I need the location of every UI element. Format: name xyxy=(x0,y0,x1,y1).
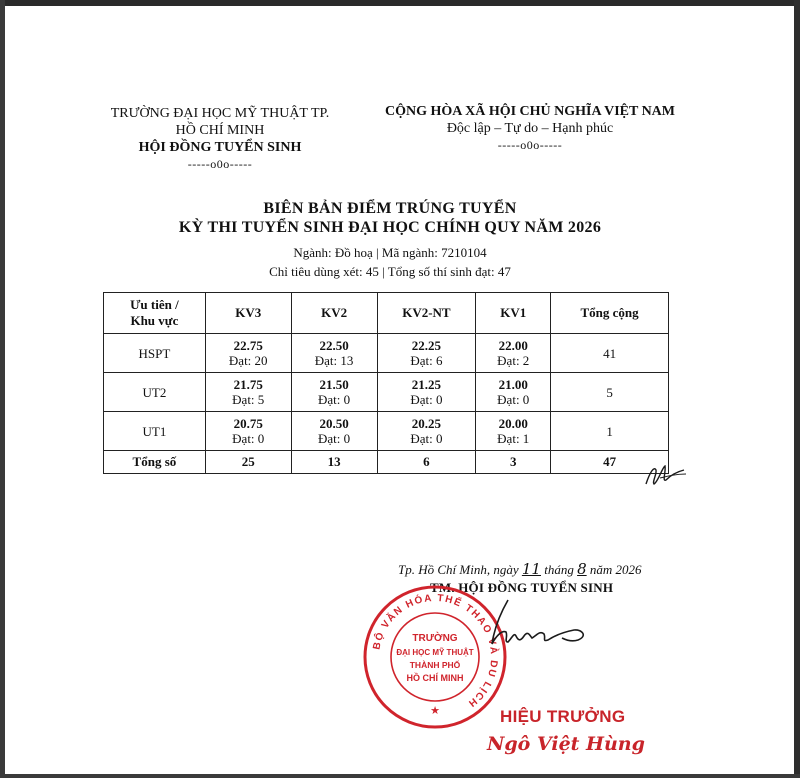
document-subtitle: KỲ THI TUYỂN SINH ĐẠI HỌC CHÍNH QUY NĂM 2026 xyxy=(178,219,602,236)
svg-text:HỒ CHÍ MINH: HỒ CHÍ MINH xyxy=(406,673,464,683)
row-total: 41 xyxy=(551,334,669,373)
row-total: 1 xyxy=(551,412,669,451)
right-separator: -----o0o----- xyxy=(497,138,563,152)
institution-header xyxy=(100,105,340,173)
score-cell xyxy=(476,412,551,451)
cutoff-score: 20.25 xyxy=(411,416,442,431)
national-motto-header xyxy=(380,103,680,154)
table-row-ut2 xyxy=(104,373,669,412)
scan-edge-top xyxy=(0,0,800,6)
score-cell xyxy=(377,412,476,451)
passed-count: Đạt: 1 xyxy=(497,431,530,446)
handwritten-day: 11 xyxy=(521,560,541,578)
rector-signature-icon xyxy=(478,596,608,660)
column-header-kv2: KV2 xyxy=(291,293,377,334)
score-cell xyxy=(205,373,291,412)
initial-signature-icon xyxy=(640,458,692,492)
major-info: Ngành: Đồ hoạ | Mã ngành: 7210104 xyxy=(293,245,487,260)
institution-name-line1: TRƯỜNG ĐẠI HỌC MỸ THUẬT TP. xyxy=(110,106,330,121)
corner-header-line2: Khu vực xyxy=(130,313,179,328)
table-row-hspt xyxy=(104,334,669,373)
score-cell xyxy=(377,334,476,373)
svg-text:★: ★ xyxy=(430,705,440,717)
cutoff-score: 22.50 xyxy=(319,338,349,353)
grand-total: 47 xyxy=(551,451,669,474)
passed-count: Đạt: 0 xyxy=(410,431,443,446)
passed-count: Đạt: 0 xyxy=(318,392,351,407)
national-motto: Độc lập – Tự do – Hạnh phúc xyxy=(446,121,614,136)
corner-header-line1: Ưu tiên / xyxy=(130,297,179,312)
score-cell xyxy=(476,373,551,412)
row-label: UT2 xyxy=(104,373,206,412)
table-header-row xyxy=(104,293,669,334)
cutoff-score: 22.75 xyxy=(233,338,263,353)
cutoff-score: 21.25 xyxy=(411,377,442,392)
svg-text:BỘ VĂN HÓA THỂ THAO VÀ DU LỊCH: BỘ VĂN HÓA THỂ THAO VÀ DU LỊCH xyxy=(371,592,500,710)
place-prefix: Tp. Hồ Chí Minh, ngày xyxy=(398,562,519,577)
score-cell xyxy=(205,412,291,451)
total-kv2: 13 xyxy=(291,451,377,474)
total-kv3: 25 xyxy=(205,451,291,474)
scan-edge-bottom xyxy=(0,774,800,778)
cutoff-score: 20.00 xyxy=(498,416,528,431)
passed-count: Đạt: 2 xyxy=(497,353,530,368)
row-total: 5 xyxy=(551,373,669,412)
cutoff-score: 21.50 xyxy=(319,377,349,392)
document-title: BIÊN BẢN ĐIỂM TRÚNG TUYỂN xyxy=(263,200,517,217)
svg-text:TRƯỜNG: TRƯỜNG xyxy=(412,633,458,644)
year-suffix: năm 2026 xyxy=(589,562,642,577)
scan-edge-left xyxy=(0,0,5,778)
column-header-kv2-nt: KV2-NT xyxy=(377,293,476,334)
passed-count: Đạt: 0 xyxy=(232,431,265,446)
row-label: HSPT xyxy=(104,334,206,373)
passed-count: Đạt: 0 xyxy=(497,392,530,407)
cutoff-score: 22.00 xyxy=(498,338,528,353)
corner-header xyxy=(104,293,206,334)
svg-text:ĐẠI HỌC MỸ THUẬT: ĐẠI HỌC MỸ THUẬT xyxy=(396,648,474,657)
cutoff-score: 21.00 xyxy=(498,377,528,392)
total-kv1: 3 xyxy=(476,451,551,474)
total-kv2-nt: 6 xyxy=(377,451,476,474)
rector-name: Ngô Việt Hùng xyxy=(487,733,645,755)
passed-count: Đạt: 5 xyxy=(232,392,265,407)
svg-text:THÀNH PHỐ: THÀNH PHỐ xyxy=(409,660,461,670)
column-header-total: Tổng cộng xyxy=(551,293,669,334)
place-and-date xyxy=(398,560,642,578)
council-representative: TM. HỘI ĐỒNG TUYỂN SINH xyxy=(430,580,614,595)
score-cell xyxy=(205,334,291,373)
admission-score-table xyxy=(103,292,669,474)
country-name: CỘNG HÒA XÃ HỘI CHỦ NGHĨA VIỆT NAM xyxy=(384,104,675,119)
score-cell xyxy=(291,412,377,451)
cutoff-score: 21.75 xyxy=(233,377,263,392)
admission-council-name: HỘI ĐỒNG TUYỂN SINH xyxy=(138,140,302,155)
cutoff-score: 20.50 xyxy=(319,416,349,431)
handwritten-month: 8 xyxy=(577,560,587,578)
passed-count: Đạt: 13 xyxy=(314,353,354,368)
cutoff-score: 22.25 xyxy=(411,338,442,353)
column-header-kv1: KV1 xyxy=(476,293,551,334)
score-cell xyxy=(476,334,551,373)
rector-title: HIỆU TRƯỞNG xyxy=(500,707,626,726)
month-word: tháng xyxy=(544,562,574,577)
passed-count: Đạt: 6 xyxy=(410,353,443,368)
institution-name-line2: HỒ CHÍ MINH xyxy=(175,123,265,138)
table-total-row xyxy=(104,451,669,474)
passed-count: Đạt: 0 xyxy=(318,431,351,446)
cutoff-score: 20.75 xyxy=(233,416,263,431)
scan-edge-right xyxy=(794,0,800,778)
quota-info: Chỉ tiêu dùng xét: 45 | Tổng số thí sinh đạt: 47 xyxy=(269,264,511,279)
score-cell xyxy=(291,334,377,373)
left-separator: -----o0o----- xyxy=(187,157,253,171)
score-cell xyxy=(377,373,476,412)
column-header-kv3: KV3 xyxy=(205,293,291,334)
passed-count: Đạt: 0 xyxy=(410,392,443,407)
score-cell xyxy=(291,373,377,412)
table-row-ut1 xyxy=(104,412,669,451)
total-row-label: Tổng số xyxy=(104,451,206,474)
row-label: UT1 xyxy=(104,412,206,451)
passed-count: Đạt: 20 xyxy=(228,353,268,368)
